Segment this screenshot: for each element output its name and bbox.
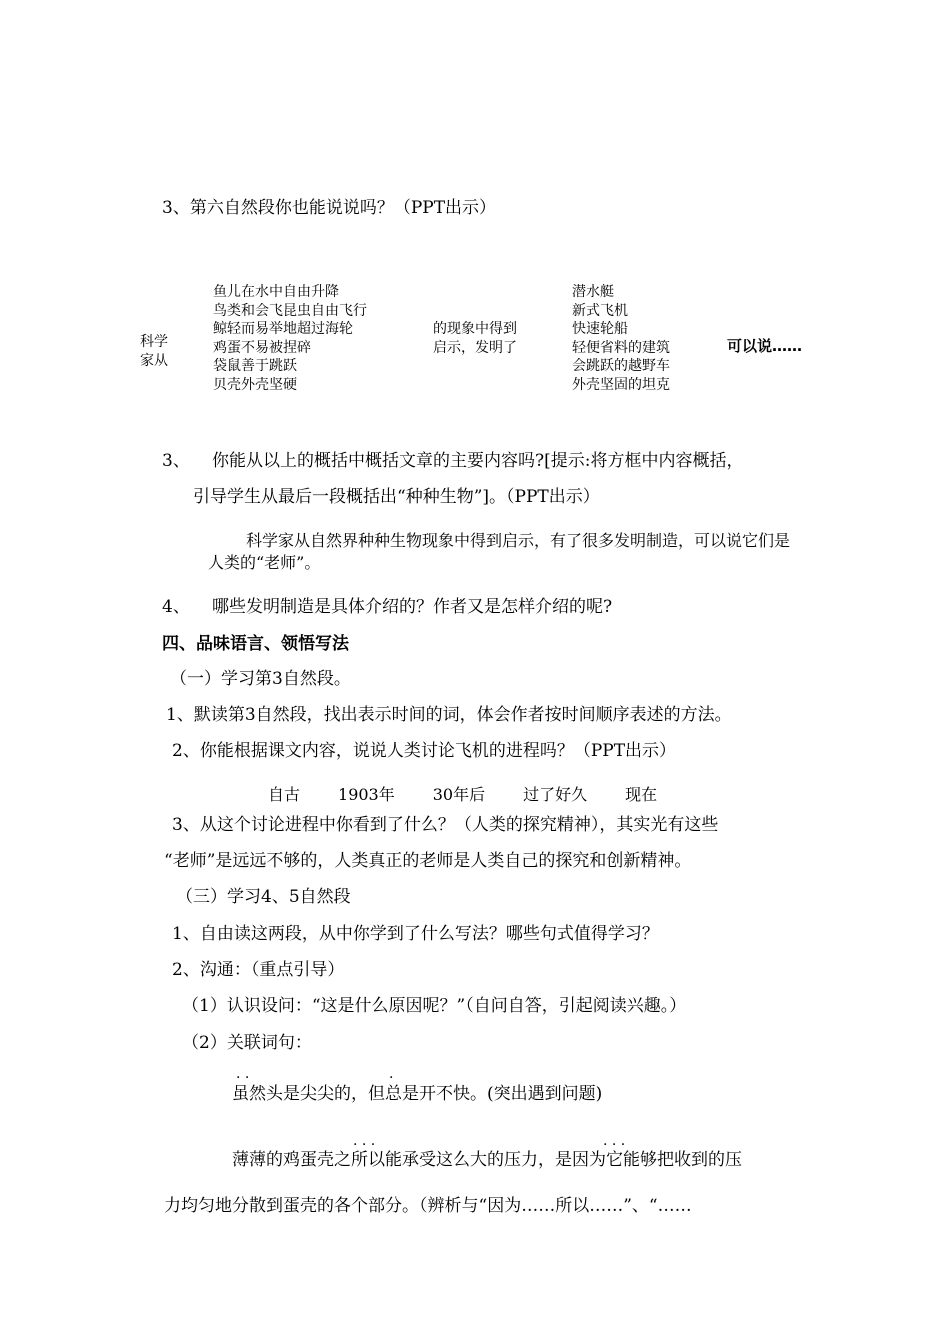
part-3-question-1: 1、自由读这两段，从中你学到了什么写法？哪些句式值得学习？ xyxy=(172,924,659,944)
timeline-item: 过了好久 xyxy=(523,785,588,804)
list-item: 鱼儿在水中自由升降 xyxy=(213,284,339,300)
diagram-conclusion: 可以说…… xyxy=(727,337,803,355)
emphasis-dot: . xyxy=(389,1066,394,1082)
question-3b-line1: 你能从以上的概括中概括文章的主要内容吗?[提示:将方框中内容概括， xyxy=(212,451,744,471)
part-3-heading: （三）学习4、5自然段 xyxy=(176,887,351,907)
example-sentence-2-line2: 力均匀地分散到蛋壳的各个部分。（辨析与“因为……所以……”、“…… xyxy=(164,1196,692,1216)
part-1-question-2: 2、你能根据课文内容，说说人类讨论飞机的进程吗？（PPT出示） xyxy=(172,741,677,761)
part-3-question-2: 2、沟通：（重点引导） xyxy=(172,960,345,980)
part-3-sub-1: （1）认识设问：“这是什么原因呢？”（自问自答，引起阅读兴趣。） xyxy=(182,996,687,1016)
diagram-lead-line: 科学 xyxy=(140,334,168,350)
list-item: 新式飞机 xyxy=(572,302,628,319)
list-item: 鸟类和会飞昆虫自由飞行 xyxy=(213,302,367,319)
diagram-middle xyxy=(433,320,517,357)
timeline-item: 1903年 xyxy=(338,785,395,804)
part-3-sub-2: （2）关联词句： xyxy=(182,1033,312,1053)
question-4-text: 哪些发明制造是具体介绍的？作者又是怎样介绍的呢? xyxy=(212,597,613,617)
question-3b-line2: 引导学生从最后一段概括出“种种生物”]。（PPT出示） xyxy=(193,487,600,507)
diagram-inventions-list xyxy=(572,283,670,394)
timeline xyxy=(268,787,695,803)
diagram-lead xyxy=(140,333,168,370)
emphasis-dot: . . . xyxy=(353,1133,376,1149)
timeline-item: 自古 xyxy=(268,785,301,804)
summary-line2: 人类的“老师”。 xyxy=(208,553,321,572)
example-sentence-2-line1: 薄薄的鸡蛋壳之所以能承受这么大的压力，是因为它能够把收到的压 xyxy=(232,1150,742,1170)
list-item: 鲸轻而易举地超过海轮 xyxy=(213,321,353,337)
timeline-item: 30年后 xyxy=(432,785,486,804)
emphasis-dot: . . xyxy=(236,1066,250,1082)
timeline-item: 现在 xyxy=(625,785,658,804)
list-item: 袋鼠善于跳跃 xyxy=(213,358,297,374)
emphasis-dot: . . . xyxy=(603,1133,626,1149)
example-sentence-1: 虽然头是尖尖的，但总是开不快。(突出遇到问题) xyxy=(232,1084,603,1104)
question-3a: 3、第六自然段你也能说说吗？（PPT出示） xyxy=(162,198,497,218)
list-item: 会跳跃的越野车 xyxy=(572,358,670,374)
diagram-middle-line: 启示，发明了 xyxy=(433,339,517,356)
summary-line1: 科学家从自然界种种生物现象中得到启示，有了很多发明制造，可以说它们是 xyxy=(246,531,791,550)
part-1-question-3-line1: 3、从这个讨论进程中你看到了什么？（人类的探究精神），其实光有这些 xyxy=(172,815,719,835)
question-4-number: 4、 xyxy=(162,597,190,617)
list-item: 潜水艇 xyxy=(572,284,614,300)
question-3b-number: 3、 xyxy=(162,451,190,471)
list-item: 快速轮船 xyxy=(572,321,628,337)
part-1-question-1: 1、默读第3自然段，找出表示时间的词，体会作者按时间顺序表述的方法。 xyxy=(166,705,732,725)
diagram-middle-line: 的现象中得到 xyxy=(433,321,517,337)
section-heading: 四、品味语言、领悟写法 xyxy=(162,634,349,654)
diagram-lead-line: 家从 xyxy=(140,352,168,369)
list-item: 外壳坚固的坦克 xyxy=(572,376,670,393)
list-item: 贝壳外壳坚硬 xyxy=(213,376,297,393)
part-1-heading: （一）学习第3自然段。 xyxy=(170,669,351,689)
list-item: 轻便省料的建筑 xyxy=(572,339,670,356)
diagram-phenomena-list xyxy=(213,283,367,394)
list-item: 鸡蛋不易被捏碎 xyxy=(213,339,311,356)
part-1-question-3-line2: “老师”是远远不够的，人类真正的老师是人类自己的探究和创新精神。 xyxy=(164,851,692,871)
